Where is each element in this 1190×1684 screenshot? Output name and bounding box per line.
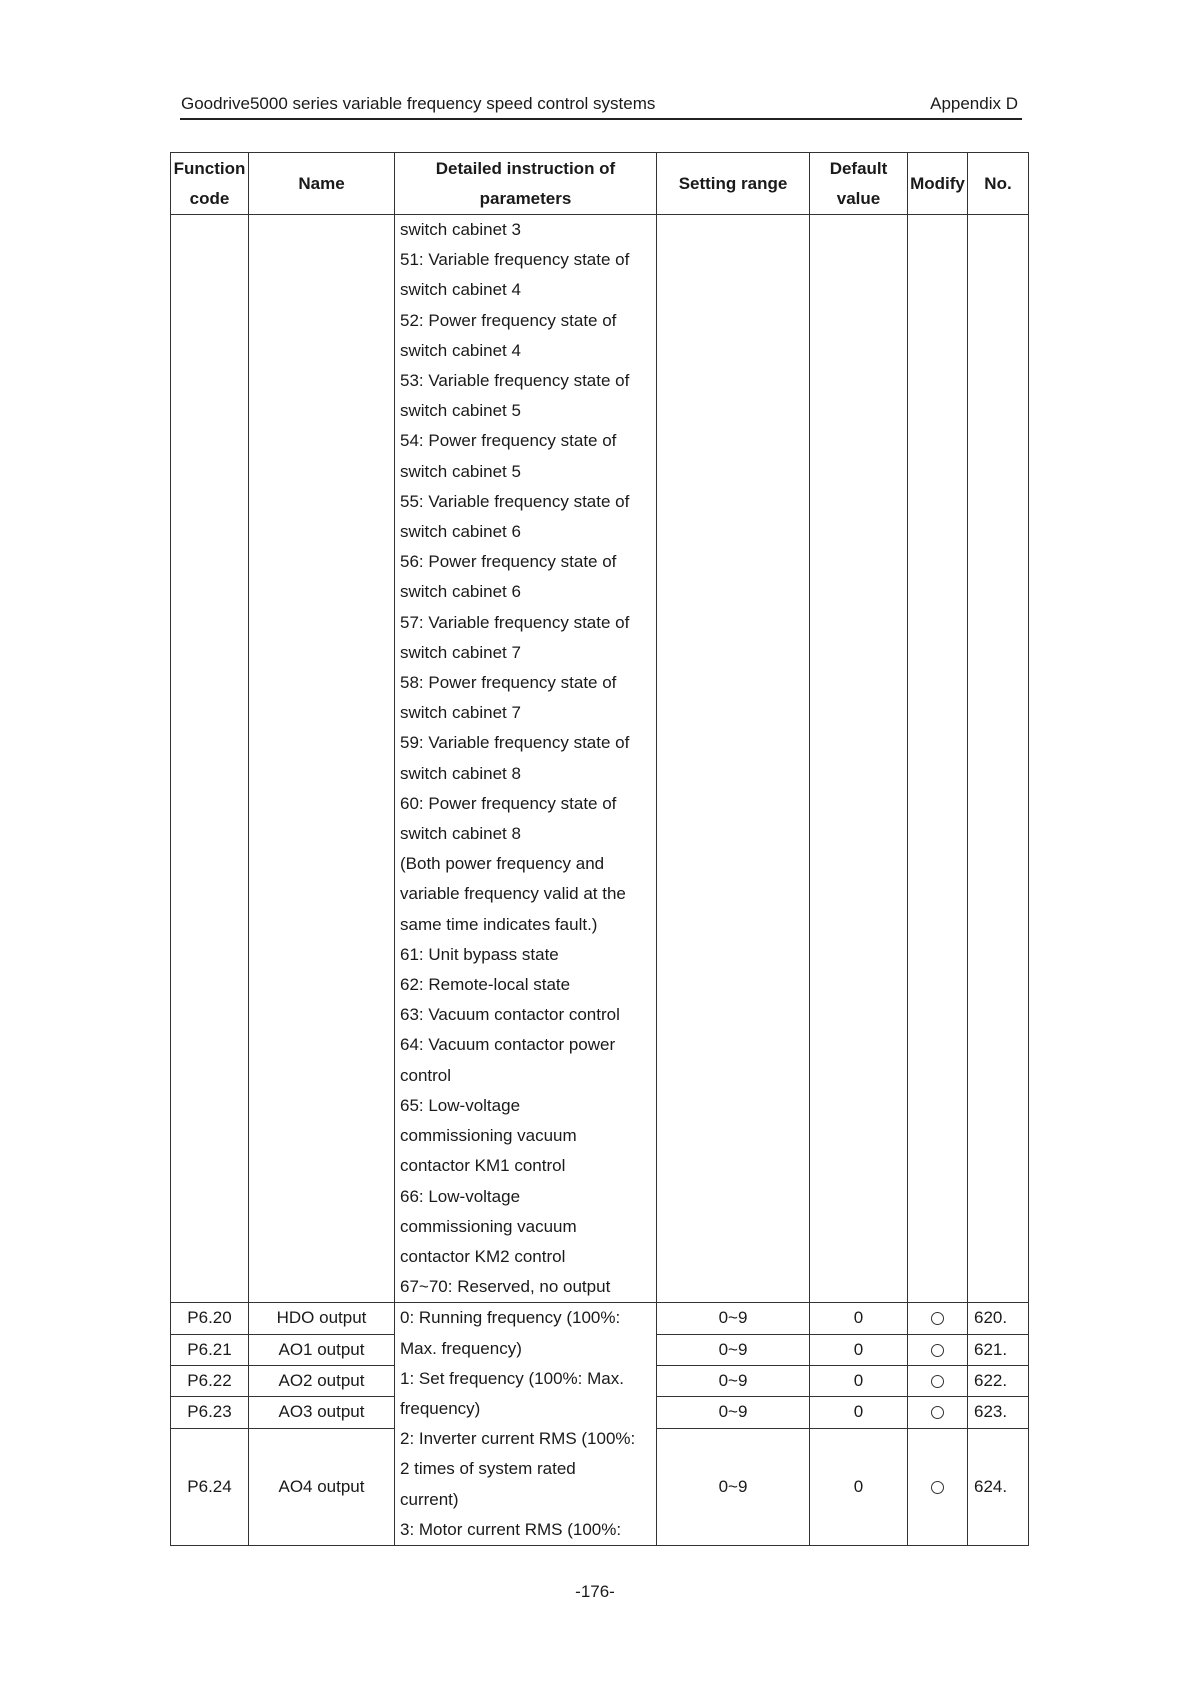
header-name: Name [249, 153, 395, 215]
header-setting-range: Setting range [657, 153, 810, 215]
cell-name [249, 215, 395, 1303]
description-line: 2 times of system rated [400, 1459, 576, 1479]
description-line: 57: Variable frequency state of [400, 612, 630, 632]
param-number: 621. [968, 1334, 1029, 1365]
setting-range: 0~9 [657, 1303, 810, 1334]
modify-cell [908, 1334, 968, 1365]
continued-description [395, 215, 657, 1303]
setting-range: 0~9 [657, 1365, 810, 1396]
page-header [180, 92, 1022, 120]
header-default-value: Default value [810, 153, 908, 215]
description-line: switch cabinet 4 [400, 280, 521, 300]
table-header-row [171, 153, 1029, 215]
setting-range: 0~9 [657, 1334, 810, 1365]
description-line: 65: Low-voltage [400, 1095, 521, 1115]
section-label: Appendix D [930, 94, 1018, 113]
description-line: switch cabinet 4 [400, 340, 521, 360]
param-number: 623. [968, 1397, 1029, 1428]
description-line: switch cabinet 5 [400, 461, 521, 481]
default-value: 0 [810, 1303, 908, 1334]
default-value: 0 [810, 1365, 908, 1396]
parameter-table [170, 152, 1029, 1546]
function-code: P6.22 [171, 1365, 249, 1396]
function-code: P6.21 [171, 1334, 249, 1365]
header-no: No. [968, 153, 1029, 215]
description-line: 58: Power frequency state of [400, 673, 617, 693]
param-name: AO4 output [249, 1428, 395, 1545]
description-line: 66: Low-voltage [400, 1186, 521, 1206]
description-line: Max. frequency) [400, 1338, 522, 1358]
description-line: control [400, 1065, 452, 1085]
header-detail: Detailed instruction of parameters [395, 153, 657, 215]
function-code: P6.20 [171, 1303, 249, 1334]
description-line: 0: Running frequency (100%: [400, 1308, 621, 1328]
description-line: 53: Variable frequency state of [400, 371, 630, 391]
default-value: 0 [810, 1428, 908, 1545]
description-line: 2: Inverter current RMS (100%: [400, 1429, 636, 1449]
table-row-p6-20 [171, 1303, 1029, 1334]
description-line: 52: Power frequency state of [400, 310, 617, 330]
param-name: HDO output [249, 1303, 395, 1334]
description-line: 3: Motor current RMS (100%: [400, 1519, 622, 1539]
description-line: switch cabinet 8 [400, 824, 521, 844]
param-name: AO2 output [249, 1365, 395, 1396]
header-modify: Modify [908, 153, 968, 215]
param-number: 624. [968, 1428, 1029, 1545]
param-name: AO3 output [249, 1397, 395, 1428]
cell-default [810, 215, 908, 1303]
description-line: 61: Unit bypass state [400, 944, 559, 964]
description-line: 59: Variable frequency state of [400, 733, 630, 753]
description-line: variable frequency valid at the [400, 884, 626, 904]
description-line: 55: Variable frequency state of [400, 491, 630, 511]
description-line: frequency) [400, 1398, 481, 1418]
description-line: switch cabinet 6 [400, 582, 521, 602]
description-line: same time indicates fault.) [400, 914, 598, 934]
param-name: AO1 output [249, 1334, 395, 1365]
description-line: switch cabinet 8 [400, 763, 521, 783]
description-line: 56: Power frequency state of [400, 552, 617, 572]
description-line: (Both power frequency and [400, 854, 605, 874]
description-line: switch cabinet 3 [400, 220, 521, 239]
shared-description [395, 1303, 657, 1546]
modify-circle-icon [931, 1375, 944, 1388]
function-code: P6.24 [171, 1428, 249, 1545]
default-value: 0 [810, 1334, 908, 1365]
cell-range [657, 215, 810, 1303]
cell-modify [908, 215, 968, 1303]
description-line: current) [400, 1489, 459, 1509]
description-line: contactor KM1 control [400, 1156, 566, 1176]
description-line: switch cabinet 7 [400, 642, 521, 662]
description-line: 51: Variable frequency state of [400, 250, 630, 270]
description-line: 64: Vacuum contactor power [400, 1035, 616, 1055]
modify-cell [908, 1365, 968, 1396]
modify-cell [908, 1303, 968, 1334]
description-line: 54: Power frequency state of [400, 431, 617, 451]
modify-circle-icon [931, 1312, 944, 1325]
modify-circle-icon [931, 1481, 944, 1494]
page-number: -176- [575, 1582, 615, 1601]
description-line: commissioning vacuum [400, 1126, 577, 1146]
modify-cell [908, 1397, 968, 1428]
param-number: 620. [968, 1303, 1029, 1334]
description-line: switch cabinet 5 [400, 401, 521, 421]
setting-range: 0~9 [657, 1397, 810, 1428]
description-line: 67~70: Reserved, no output [400, 1277, 611, 1297]
description-line: switch cabinet 6 [400, 522, 521, 542]
modify-circle-icon [931, 1344, 944, 1357]
function-code: P6.23 [171, 1397, 249, 1428]
description-line: switch cabinet 7 [400, 703, 521, 723]
setting-range: 0~9 [657, 1428, 810, 1545]
description-line: 63: Vacuum contactor control [400, 1005, 620, 1025]
description-line: 60: Power frequency state of [400, 793, 617, 813]
document-title: Goodrive5000 series variable frequency speed control systems [181, 94, 656, 113]
description-line: commissioning vacuum [400, 1216, 577, 1236]
continued-row [171, 215, 1029, 1303]
cell-no [968, 215, 1029, 1303]
param-number: 622. [968, 1365, 1029, 1396]
description-line: contactor KM2 control [400, 1246, 566, 1266]
modify-cell [908, 1428, 968, 1545]
cell-code [171, 215, 249, 1303]
description-line: 62: Remote-local state [400, 975, 571, 995]
default-value: 0 [810, 1397, 908, 1428]
modify-circle-icon [931, 1406, 944, 1419]
description-line: 1: Set frequency (100%: Max. [400, 1368, 624, 1388]
header-function-code: Function code [171, 153, 249, 215]
